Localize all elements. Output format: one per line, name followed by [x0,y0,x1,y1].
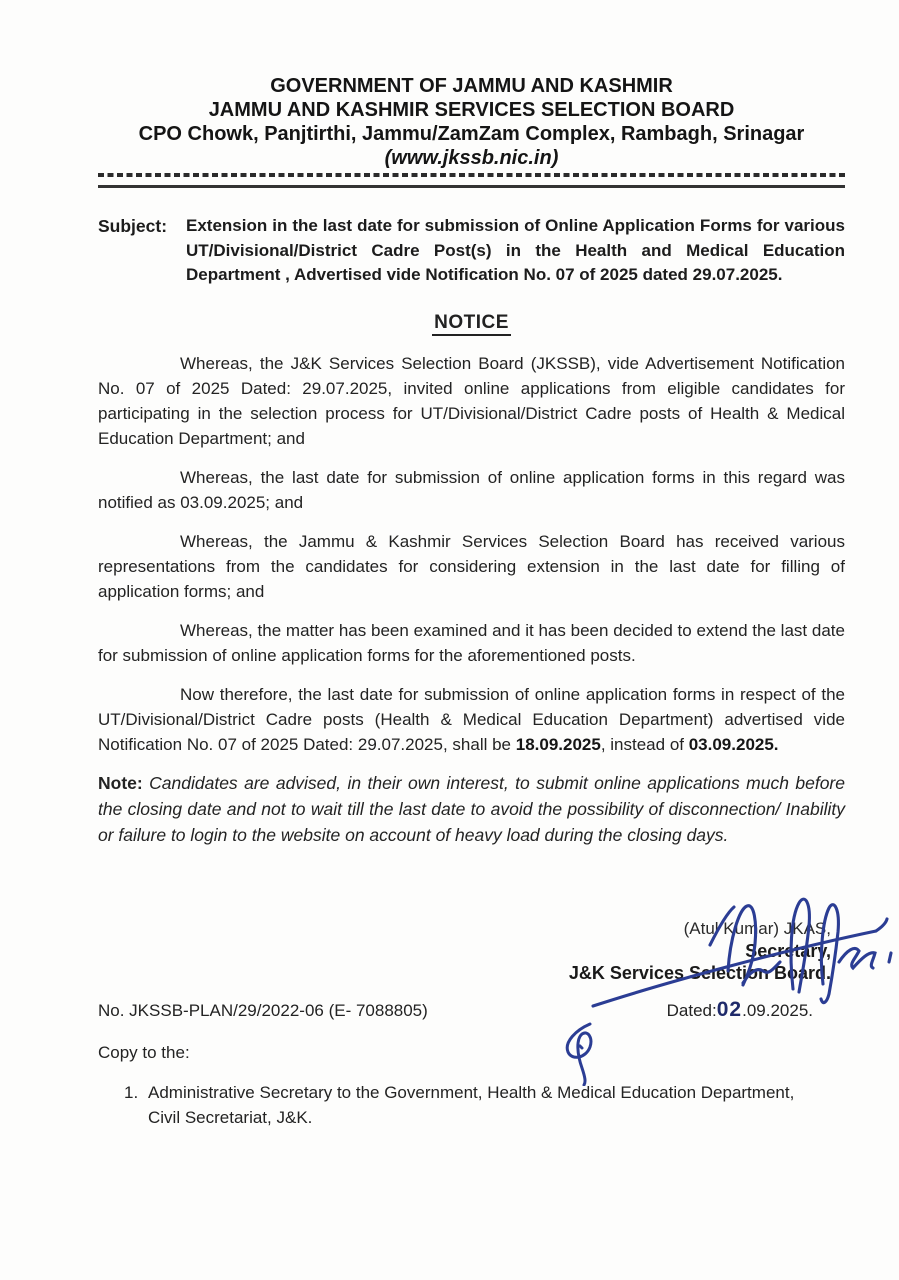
notice-heading-text: NOTICE [432,312,511,336]
copy-item-number: 1. [124,1082,139,1102]
dated-rest: .09.2025. [742,1000,813,1020]
reference-row [98,999,845,1022]
address-line: CPO Chowk, Panjtirthi, Jammu/ZamZam Complex, Rambagh, Srinagar [138,123,805,145]
subject-block [98,214,845,288]
board-name: JAMMU AND KASHMIR SERVICES SELECTION BOARD [208,99,735,121]
handwritten-day: 02 [716,997,743,1021]
copy-to-heading: Copy to the: [98,1042,190,1062]
dated-label: Dated: [666,1000,717,1020]
copy-item-text: Administrative Secretary to the Government, Health & Medical Education Department, Civil Secretariat, J&K. [148,1082,795,1127]
paragraph-whereas-3: Whereas, the Jammu & Kashmir Services Selection Board has received various representations from the candidates for considering extension in the last date for filling of application forms; and [98,531,845,601]
extended-date: 18.09.2025 [515,734,601,754]
dated-line [667,999,813,1022]
copy-list-item [124,1080,845,1130]
signature-block [98,918,845,984]
paragraph-whereas-1: Whereas, the J&K Services Selection Board (JKSSB), vide Advertisement Notification No. 07 of 2025 Dated: 29.07.2025, invited online applications from eligible candidates for participating in the selection process for UT/Divisional/District Cadre posts of Health & Medical Education Department; and [98,353,845,448]
paragraph-whereas-4: Whereas, the matter has been examined and it has been decided to extend the last date for submission of online application forms for the aforementioned posts. [98,620,845,665]
signatory-designation: Secretary, [745,940,831,961]
solid-divider [98,185,845,188]
note-label: Note: [98,772,143,793]
paragraph-whereas-2: Whereas, the last date for submission of online application forms in this regard was notified as 03.09.2025; and [98,467,845,512]
signatory-name: (Atul Kumar) JKAS, [683,918,831,938]
reference-number: No. JKSSB-PLAN/29/2022-06 (E- 7088805) [98,1000,428,1020]
subject-label: Subject: [98,216,168,236]
instead-of-text: , instead of [600,734,689,754]
now-therefore-text: Now therefore, the last date for submission of online application forms in respect of the UT/Divisional/District Cadre posts (Health & Medical Education Department) advertised vide Notification No. 07 of 2025 Dated: 29.07.2025, shall be [98,684,845,754]
paragraph-now-therefore [98,682,845,757]
note-text: Candidates are advised, in their own interest, to submit online applications much before the closing date and not to wait till the last date to avoid the possibility of disconnection/ Inability or failure to login to the website on account of heavy load during the closing days. [98,772,845,845]
notice-heading [98,312,845,334]
signatory-organization: J&K Services Selection Board. [568,962,831,983]
document-content [0,74,899,1130]
previous-date: 03.09.2025. [688,734,779,754]
dashed-divider [98,173,845,177]
subject-text: Extension in the last date for submission of Online Application Forms for various UT/Divisional/District Cadre Post(s) in the Health and Medical Education Department , Advertised vide Notification No. 07 of 2025 dated 29.07.2025. [186,216,845,284]
letterhead [98,74,845,188]
note-paragraph [98,770,845,848]
copy-list [98,1080,845,1130]
website-url: (www.jkssb.nic.in) [384,147,559,169]
government-name: GOVERNMENT OF JAMMU AND KASHMIR [270,75,673,97]
